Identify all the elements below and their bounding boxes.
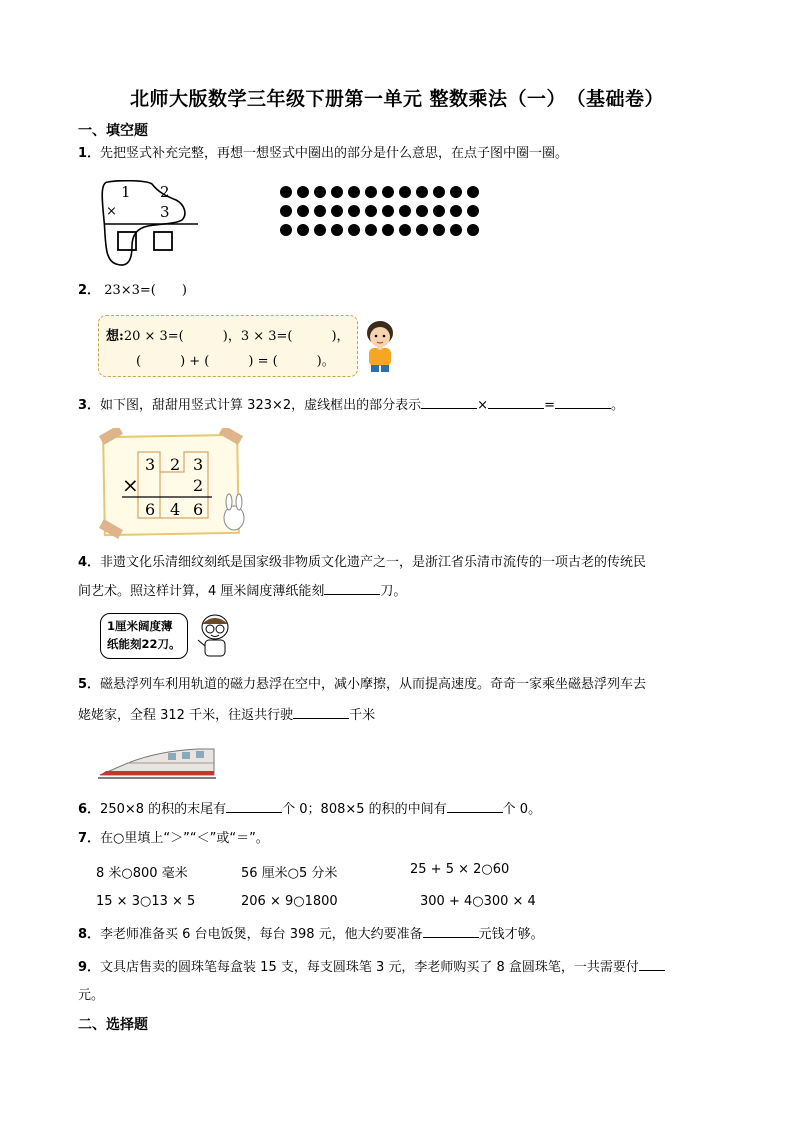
compare-item: 8 米○800 毫米 <box>96 866 188 881</box>
dot[interactable] <box>416 224 428 236</box>
dot[interactable] <box>467 224 479 236</box>
answer-blank[interactable] <box>447 799 503 813</box>
dot[interactable] <box>348 186 360 198</box>
dot[interactable] <box>331 205 343 217</box>
dot[interactable] <box>280 205 292 217</box>
question-number: 9． <box>78 960 101 975</box>
dot-row <box>280 202 495 221</box>
answer-blank[interactable] <box>293 705 349 719</box>
section-fill-heading: 一、填空题 <box>78 123 148 139</box>
vertical-multiplication-figure <box>98 180 208 270</box>
dot[interactable] <box>365 205 377 217</box>
dot-grid <box>280 183 495 240</box>
row1-digit: 3 <box>145 455 156 474</box>
hint-line-2: ( ) + ( ) = ( )。 <box>136 354 335 369</box>
question-7: 7．在○里填上“＞”“＜”或“＝”。 <box>78 831 269 846</box>
dot[interactable] <box>280 224 292 236</box>
boy-with-glasses-illustration <box>196 612 234 662</box>
question-number: 3． <box>78 398 101 413</box>
dot[interactable] <box>382 224 394 236</box>
page-title: 北师大版数学三年级下册第一单元 整数乘法（一） （基础卷） <box>129 88 665 110</box>
dot-row <box>280 183 495 202</box>
row3-digit: 4 <box>170 500 181 519</box>
digit-2: 2 <box>160 183 170 201</box>
dot[interactable] <box>450 224 462 236</box>
compare-item: 56 厘米○5 分米 <box>241 866 338 881</box>
question-number: 4． <box>78 555 101 570</box>
answer-blank[interactable] <box>639 957 665 971</box>
row3-digit: 6 <box>145 500 156 519</box>
dot[interactable] <box>331 186 343 198</box>
dot[interactable] <box>314 186 326 198</box>
boy-thinking-illustration <box>360 318 400 374</box>
dot[interactable] <box>382 205 394 217</box>
question-5-line-2: 姥姥家，全程 312 千米，往返共行驶 千米 <box>78 705 375 726</box>
answer-blank[interactable] <box>423 924 479 938</box>
compare-item: 15 × 3○13 × 5 <box>96 894 196 909</box>
dot[interactable] <box>450 205 462 217</box>
question-number: 2． <box>78 283 101 298</box>
dot[interactable] <box>348 224 360 236</box>
row2-digit: 2 <box>193 476 204 495</box>
sticky-note-figure <box>98 428 248 540</box>
dot[interactable] <box>382 186 394 198</box>
dot[interactable] <box>399 205 411 217</box>
dot-row <box>280 221 495 240</box>
question-number: 1． <box>78 146 101 161</box>
dot[interactable] <box>433 186 445 198</box>
question-9-line-1: 9．文具店售卖的圆珠笔每盒装 15 支，每支圆珠笔 3 元，李老师购买了 8 盒圆珠笔，一共需要付 <box>78 957 665 978</box>
dot[interactable] <box>348 205 360 217</box>
question-number: 5． <box>78 677 101 692</box>
question-1 <box>78 144 568 164</box>
question-9-line-2: 元。 <box>78 988 105 1003</box>
answer-blank[interactable] <box>555 395 611 409</box>
dot[interactable] <box>467 186 479 198</box>
dot[interactable] <box>433 224 445 236</box>
digit-1: 1 <box>121 183 131 201</box>
dot[interactable] <box>365 186 377 198</box>
question-6: 6．250×8 的积的末尾有 个 0；808×5 的积的中间有 个 0。 <box>78 799 541 820</box>
row1-digit: 3 <box>193 455 204 474</box>
row1-digit: 2 <box>170 455 181 474</box>
digit-3: 3 <box>160 203 170 221</box>
answer-box-2 <box>154 232 172 250</box>
dot[interactable] <box>297 205 309 217</box>
hint-line-1: 想:20 × 3=( )，3 × 3=( )， <box>106 329 350 344</box>
dot[interactable] <box>314 224 326 236</box>
times-sign: × <box>106 204 117 219</box>
answer-box-1 <box>118 232 136 250</box>
question-4-line-2: 间艺术。照这样计算，4 厘米阔度薄纸能刻 刀。 <box>78 581 406 602</box>
dot[interactable] <box>467 205 479 217</box>
dot[interactable] <box>331 224 343 236</box>
answer-blank[interactable] <box>421 395 477 409</box>
dot[interactable] <box>450 186 462 198</box>
row3-digit: 6 <box>193 500 204 519</box>
compare-item: 206 × 9○1800 <box>241 894 338 909</box>
speech-note: 1厘米阔度薄 纸能刻22刀。 <box>100 613 188 659</box>
dot[interactable] <box>297 224 309 236</box>
question-text: 23×3=( ) <box>104 283 187 298</box>
hint-label: 想: <box>106 329 124 344</box>
compare-item: 25 + 5 × 2○60 <box>410 862 510 877</box>
question-number: 8． <box>78 927 101 942</box>
section-choice-heading: 二、选择题 <box>78 1017 148 1033</box>
answer-blank[interactable] <box>488 395 544 409</box>
dot[interactable] <box>399 186 411 198</box>
question-4-line-1: 4．非遗文化乐清细纹刻纸是国家级非物质文化遗产之一，是浙江省乐清市流传的一项古老的传统民 <box>78 555 647 570</box>
dot[interactable] <box>416 205 428 217</box>
dot[interactable] <box>433 205 445 217</box>
dot[interactable] <box>399 224 411 236</box>
question-5-line-1: 5．磁悬浮列车利用轨道的磁力悬浮在空中，减小摩擦，从而提高速度。奇奇一家乘坐磁悬浮列车去 <box>78 677 647 692</box>
answer-blank[interactable] <box>324 581 380 595</box>
compare-item: 300 + 4○300 × 4 <box>420 894 536 909</box>
times-sign: × <box>122 473 139 497</box>
question-number: 6． <box>78 802 101 817</box>
dot[interactable] <box>365 224 377 236</box>
dot[interactable] <box>416 186 428 198</box>
answer-blank[interactable] <box>226 799 282 813</box>
question-3: 3．如下图，甜甜用竖式计算 323×2，虚线框出的部分表示 × = 。 <box>78 395 624 416</box>
question-text: 先把竖式补充完整，再想一想竖式中圈出的部分是什么意思，在点子图中圈一圈。 <box>100 146 569 161</box>
question-8: 8．李老师准备买 6 台电饭煲，每台 398 元，他大约要准备 元钱才够。 <box>78 924 544 945</box>
question-2 <box>78 281 187 301</box>
maglev-train-illustration <box>98 745 216 779</box>
question-number: 7． <box>78 831 101 846</box>
dot[interactable] <box>314 205 326 217</box>
dot[interactable] <box>280 186 292 198</box>
dot[interactable] <box>297 186 309 198</box>
